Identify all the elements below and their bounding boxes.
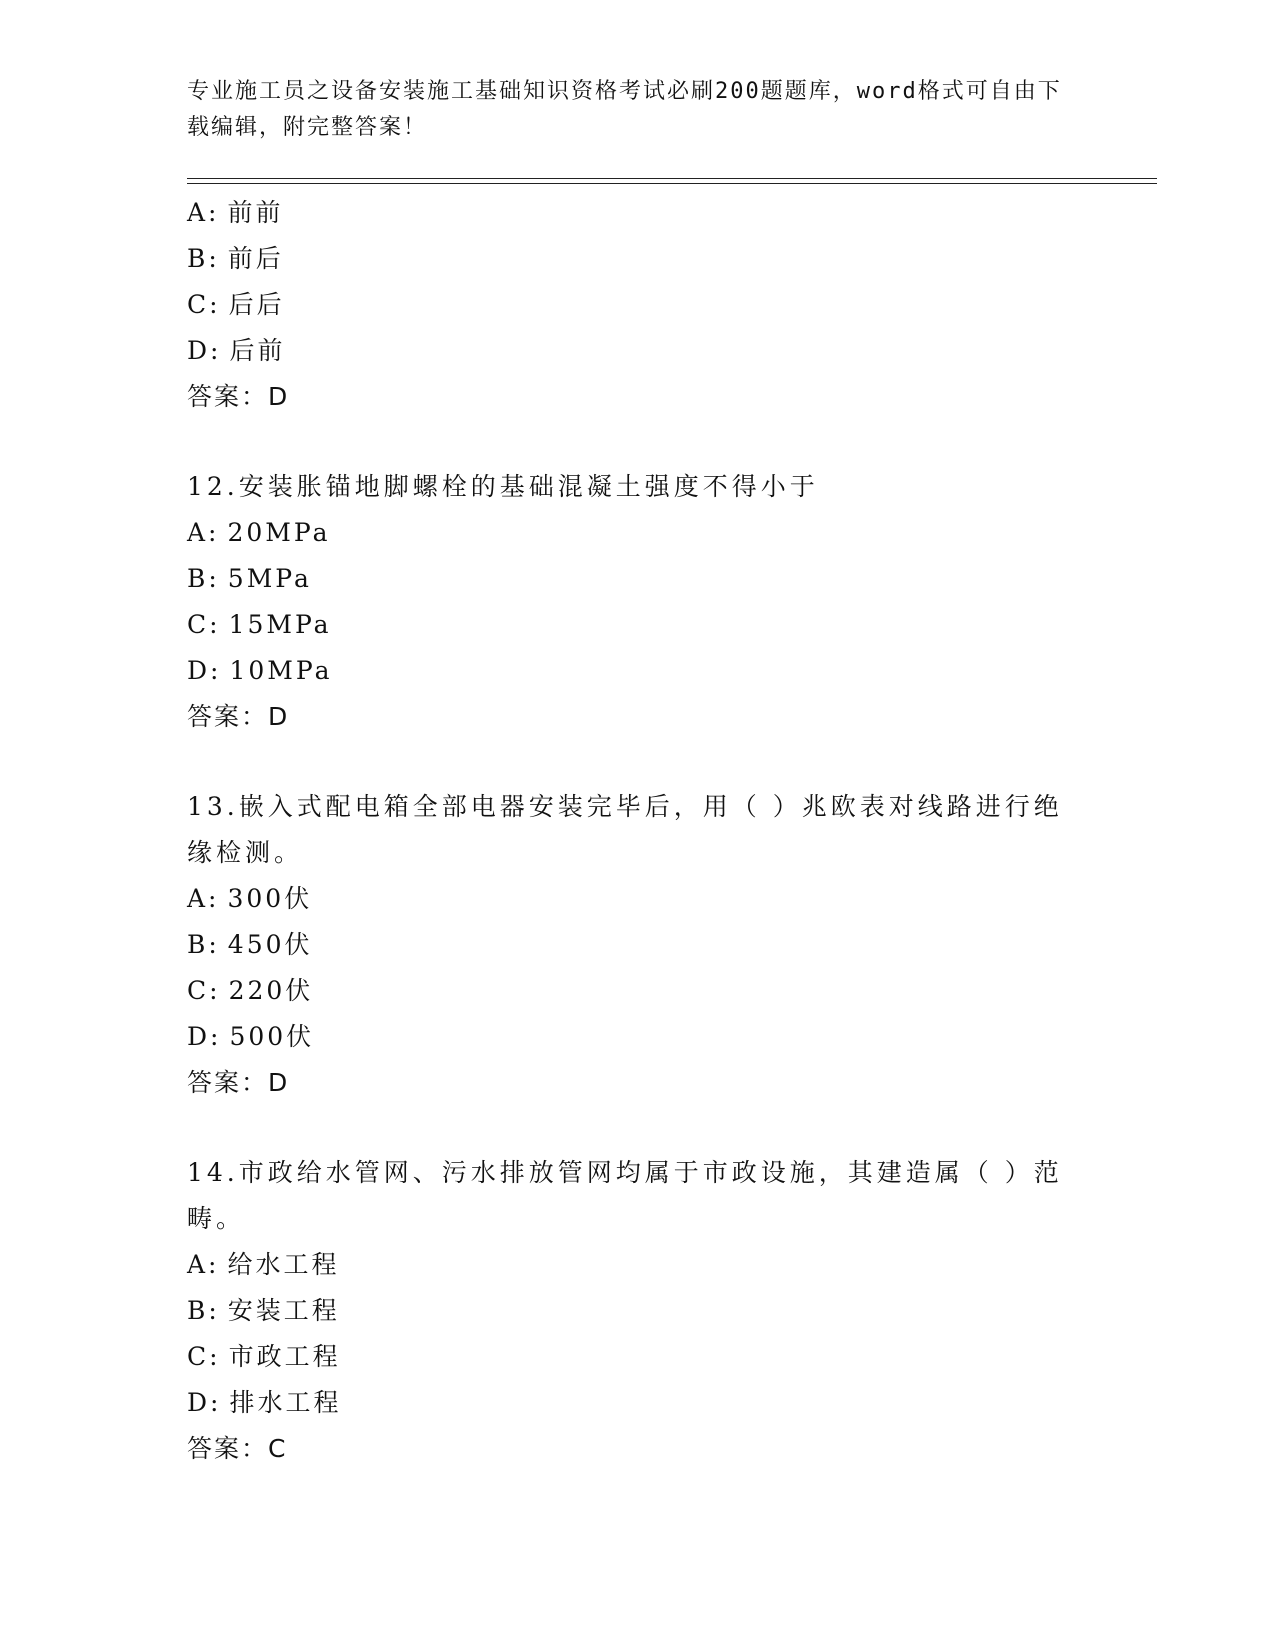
document-body: [187, 190, 1067, 1472]
question-14-stem: 14.市政给水管网、污水排放管网均属于市政设施，其建造属（ ）范畴。: [187, 1158, 1063, 1233]
option-a: A: 20MPa: [187, 518, 331, 547]
document-header: 专业施工员之设备安装施工基础知识资格考试必刷200题题库，word格式可自由下载编辑，附完整答案！: [187, 79, 1062, 140]
question-14-answer: 答案：C: [187, 1434, 288, 1463]
spacer: [187, 1106, 1067, 1150]
question-13: [187, 784, 1067, 1106]
header-rule-bottom: [187, 183, 1157, 184]
header-rule-top: [187, 178, 1157, 179]
question-13-answer: 答案：D: [187, 1068, 290, 1097]
option-b: B: 安装工程: [187, 1296, 340, 1325]
option-d: D: 10MPa: [187, 656, 333, 685]
question-12: [187, 464, 1067, 740]
spacer: [187, 420, 1067, 464]
question-12-answer: 答案：D: [187, 702, 290, 731]
option-c: C: 市政工程: [187, 1342, 341, 1371]
question-11-options: [187, 190, 1067, 420]
option-d: D: 后前: [187, 336, 286, 365]
spacer: [187, 740, 1067, 784]
question-13-stem: 13.嵌入式配电箱全部电器安装完毕后，用（ ）兆欧表对线路进行绝缘检测。: [187, 792, 1063, 867]
option-b: B: 5MPa: [187, 564, 312, 593]
option-a: A: 前前: [187, 198, 284, 227]
option-c: C: 220伏: [187, 976, 314, 1005]
question-14: [187, 1150, 1067, 1472]
option-b: B: 450伏: [187, 930, 313, 959]
option-c: C: 后后: [187, 290, 285, 319]
question-12-stem: 12.安装胀锚地脚螺栓的基础混凝土强度不得小于: [187, 472, 819, 501]
option-c: C: 15MPa: [187, 610, 332, 639]
option-d: D: 排水工程: [187, 1388, 342, 1417]
option-a: A: 300伏: [187, 884, 313, 913]
option-b: B: 前后: [187, 244, 284, 273]
option-a: A: 给水工程: [187, 1250, 340, 1279]
question-11-answer: 答案：D: [187, 382, 290, 411]
option-d: D: 500伏: [187, 1022, 315, 1051]
